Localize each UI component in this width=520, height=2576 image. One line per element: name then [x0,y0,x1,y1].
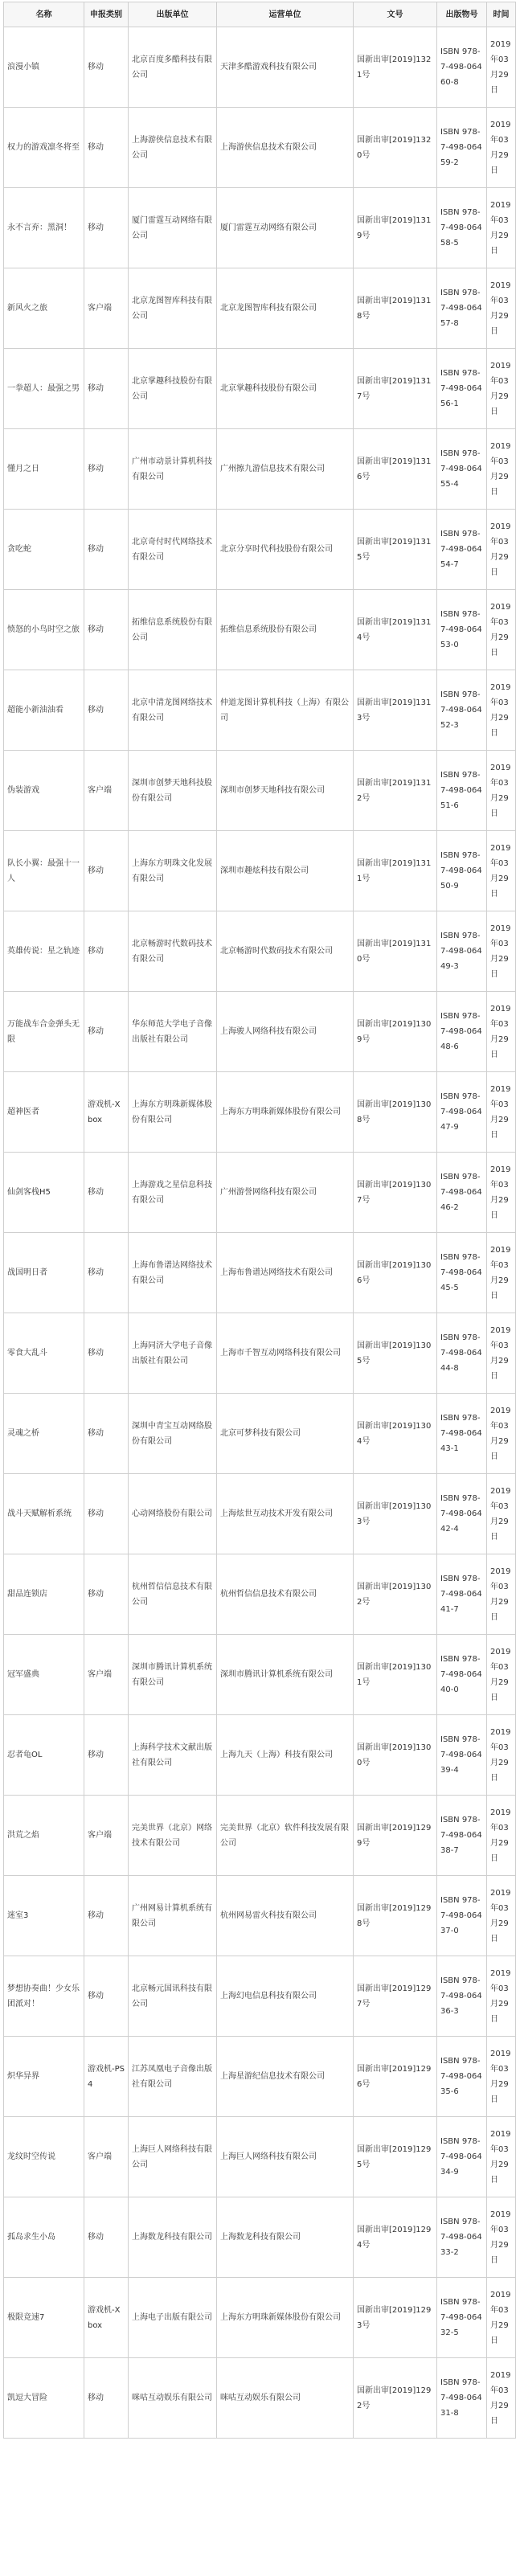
cell-publisher: 拓维信息系统股份有限公司 [129,590,217,670]
table-row [4,670,516,751]
cell-game-name: 梦想协奏曲！少女乐团派对！ [4,1956,84,2037]
cell-date: 2019年03月29日 [487,1554,516,1635]
cell-publisher: 北京奇付时代网络技术有限公司 [129,510,217,590]
cell-game-name: 零食大乱斗 [4,1313,84,1394]
cell-isbn: ISBN 978-7-498-06457-8 [437,268,487,349]
cell-game-name: 英雄传说：星之轨迹 [4,911,84,992]
cell-doc-number: 国新出审[2019]1300号 [354,1715,437,1796]
cell-game-name: 伪装游戏 [4,751,84,831]
cell-game-name: 忍者龟OL [4,1715,84,1796]
cell-publisher: 北京掌趣科技股份有限公司 [129,349,217,429]
cell-isbn: ISBN 978-7-498-06439-4 [437,1715,487,1796]
cell-date: 2019年03月29日 [487,108,516,188]
header-date: 时间 [487,2,516,27]
cell-operator: 北京龙图智库科技有限公司 [217,268,354,349]
cell-category: 移动 [84,1554,129,1635]
cell-publisher: 北京畅游时代数码技术有限公司 [129,911,217,992]
cell-doc-number: 国新出审[2019]1320号 [354,108,437,188]
cell-game-name: 仙剑客栈H5 [4,1153,84,1233]
cell-game-name: 冠军盛典 [4,1635,84,1715]
cell-operator: 广州游誉网络科技有限公司 [217,1153,354,1233]
cell-category: 游戏机-Xbox [84,1072,129,1153]
cell-operator: 上海布鲁谱达网络技术有限公司 [217,1233,354,1313]
cell-operator: 完美世界（北京）软件科技发展有限公司 [217,1796,354,1876]
cell-isbn: ISBN 978-7-498-06450-9 [437,831,487,911]
cell-operator: 北京分享时代科技股份有限公司 [217,510,354,590]
cell-game-name: 战国明日者 [4,1233,84,1313]
table-row [4,2278,516,2358]
cell-doc-number: 国新出审[2019]1315号 [354,510,437,590]
cell-game-name: 孤岛求生小岛 [4,2197,84,2278]
cell-category: 移动 [84,1394,129,1474]
cell-isbn: ISBN 978-7-498-06441-7 [437,1554,487,1635]
table-row [4,2358,516,2439]
cell-isbn: ISBN 978-7-498-06431-8 [437,2358,487,2439]
cell-publisher: 上海东方明珠新媒体股份有限公司 [129,1072,217,1153]
cell-doc-number: 国新出审[2019]1304号 [354,1394,437,1474]
cell-category: 客户端 [84,1796,129,1876]
cell-date: 2019年03月29日 [487,1474,516,1554]
cell-isbn: ISBN 978-7-498-06442-4 [437,1474,487,1554]
cell-date: 2019年03月29日 [487,349,516,429]
cell-publisher: 广州市动景计算机科技有限公司 [129,429,217,510]
cell-isbn: ISBN 978-7-498-06443-1 [437,1394,487,1474]
cell-operator: 北京掌趣科技股份有限公司 [217,349,354,429]
cell-category: 移动 [84,1876,129,1956]
cell-category: 移动 [84,911,129,992]
cell-isbn: ISBN 978-7-498-06460-8 [437,27,487,108]
cell-isbn: ISBN 978-7-498-06459-2 [437,108,487,188]
cell-publisher: 上海布鲁谱达网络技术有限公司 [129,1233,217,1313]
cell-isbn: ISBN 978-7-498-06455-4 [437,429,487,510]
cell-game-name: 灵魂之桥 [4,1394,84,1474]
table-row [4,108,516,188]
header-isbn: 出版物号 [437,2,487,27]
cell-category: 移动 [84,349,129,429]
cell-date: 2019年03月29日 [487,2117,516,2197]
cell-doc-number: 国新出审[2019]1312号 [354,751,437,831]
cell-operator: 厦门雷霆互动网络有限公司 [217,188,354,268]
cell-publisher: 广州网易计算机系统有限公司 [129,1876,217,1956]
cell-date: 2019年03月29日 [487,1956,516,2037]
table-row [4,911,516,992]
cell-game-name: 甜品连锁店 [4,1554,84,1635]
cell-doc-number: 国新出审[2019]1303号 [354,1474,437,1554]
cell-isbn: ISBN 978-7-498-06446-2 [437,1153,487,1233]
cell-operator: 上海市千智互动网络科技有限公司 [217,1313,354,1394]
cell-date: 2019年03月29日 [487,188,516,268]
cell-date: 2019年03月29日 [487,590,516,670]
cell-publisher: 深圳市创梦天地科技股份有限公司 [129,751,217,831]
table-row [4,992,516,1072]
table-row [4,2197,516,2278]
cell-publisher: 上海数龙科技有限公司 [129,2197,217,2278]
cell-category: 移动 [84,1956,129,2037]
cell-doc-number: 国新出审[2019]1316号 [354,429,437,510]
cell-category: 移动 [84,992,129,1072]
cell-isbn: ISBN 978-7-498-06433-2 [437,2197,487,2278]
table-row [4,27,516,108]
cell-doc-number: 国新出审[2019]1318号 [354,268,437,349]
cell-isbn: ISBN 978-7-498-06437-0 [437,1876,487,1956]
cell-category: 客户端 [84,268,129,349]
cell-game-name: 队长小翼：最强十一人 [4,831,84,911]
cell-operator: 上海数龙科技有限公司 [217,2197,354,2278]
cell-date: 2019年03月29日 [487,1796,516,1876]
table-row [4,429,516,510]
cell-date: 2019年03月29日 [487,27,516,108]
cell-date: 2019年03月29日 [487,911,516,992]
cell-operator: 上海骏人网络科技有限公司 [217,992,354,1072]
cell-doc-number: 国新出审[2019]1321号 [354,27,437,108]
cell-doc-number: 国新出审[2019]1295号 [354,2117,437,2197]
approval-table [3,2,516,2439]
cell-doc-number: 国新出审[2019]1298号 [354,1876,437,1956]
cell-date: 2019年03月29日 [487,1635,516,1715]
cell-isbn: ISBN 978-7-498-06444-8 [437,1313,487,1394]
cell-isbn: ISBN 978-7-498-06438-7 [437,1796,487,1876]
cell-isbn: ISBN 978-7-498-06456-1 [437,349,487,429]
cell-isbn: ISBN 978-7-498-06440-0 [437,1635,487,1715]
table-row [4,510,516,590]
cell-isbn: ISBN 978-7-498-06435-6 [437,2037,487,2117]
cell-doc-number: 国新出审[2019]1313号 [354,670,437,751]
cell-date: 2019年03月29日 [487,1394,516,1474]
cell-date: 2019年03月29日 [487,751,516,831]
cell-publisher: 上海同济大学电子音像出版社有限公司 [129,1313,217,1394]
cell-doc-number: 国新出审[2019]1297号 [354,1956,437,2037]
cell-operator: 上海东方明珠新媒体股份有限公司 [217,2278,354,2358]
cell-operator: 上海星游纪信息技术有限公司 [217,2037,354,2117]
cell-category: 移动 [84,831,129,911]
cell-operator: 北京畅游时代数码技术有限公司 [217,911,354,992]
table-row [4,1876,516,1956]
cell-publisher: 江苏凤凰电子音像出版社有限公司 [129,2037,217,2117]
cell-game-name: 炽华异界 [4,2037,84,2117]
cell-doc-number: 国新出审[2019]1293号 [354,2278,437,2358]
cell-operator: 深圳市创梦天地科技有限公司 [217,751,354,831]
cell-doc-number: 国新出审[2019]1301号 [354,1635,437,1715]
table-row [4,1635,516,1715]
cell-operator: 广州擦九游信息技术有限公司 [217,429,354,510]
cell-operator: 拓维信息系统股份有限公司 [217,590,354,670]
cell-game-name: 凯逗大冒险 [4,2358,84,2439]
table-row [4,590,516,670]
cell-category: 移动 [84,1474,129,1554]
cell-operator: 杭州哲信信息技术有限公司 [217,1554,354,1635]
header-type: 申报类别 [84,2,129,27]
cell-isbn: ISBN 978-7-498-06436-3 [437,1956,487,2037]
cell-publisher: 完美世界（北京）网络技术有限公司 [129,1796,217,1876]
cell-game-name: 龙纹时空传说 [4,2117,84,2197]
cell-isbn: ISBN 978-7-498-06458-5 [437,188,487,268]
cell-category: 移动 [84,590,129,670]
table-row [4,1715,516,1796]
table-row [4,2117,516,2197]
header-name: 名称 [4,2,84,27]
cell-publisher: 厦门雷霆互动网络有限公司 [129,188,217,268]
cell-doc-number: 国新出审[2019]1311号 [354,831,437,911]
cell-date: 2019年03月29日 [487,1153,516,1233]
cell-game-name: 永不言弃：黑洞！ [4,188,84,268]
cell-publisher: 心动网络股份有限公司 [129,1474,217,1554]
cell-publisher: 深圳中青宝互动网络股份有限公司 [129,1394,217,1474]
cell-game-name: 权力的游戏凛冬将至 [4,108,84,188]
cell-category: 移动 [84,108,129,188]
cell-category: 移动 [84,1313,129,1394]
cell-date: 2019年03月29日 [487,992,516,1072]
cell-category: 移动 [84,2358,129,2439]
header-doc-number: 文号 [354,2,437,27]
cell-doc-number: 国新出审[2019]1302号 [354,1554,437,1635]
cell-game-name: 超能小新油油看 [4,670,84,751]
cell-isbn: ISBN 978-7-498-06447-9 [437,1072,487,1153]
header-operator: 运营单位 [217,2,354,27]
cell-publisher: 北京中清龙图网络技术有限公司 [129,670,217,751]
table-row [4,1233,516,1313]
cell-category: 移动 [84,2197,129,2278]
cell-isbn: ISBN 978-7-498-06432-5 [437,2278,487,2358]
cell-publisher: 上海巨人网络科技有限公司 [129,2117,217,2197]
cell-operator: 上海九天（上海）科技有限公司 [217,1715,354,1796]
cell-category: 移动 [84,510,129,590]
cell-operator: 上海游侠信息技术有限公司 [217,108,354,188]
cell-isbn: ISBN 978-7-498-06434-9 [437,2117,487,2197]
cell-category: 客户端 [84,751,129,831]
cell-date: 2019年03月29日 [487,1313,516,1394]
cell-publisher: 上海东方明珠文化发展有限公司 [129,831,217,911]
table-row [4,1394,516,1474]
cell-doc-number: 国新出审[2019]1319号 [354,188,437,268]
cell-doc-number: 国新出审[2019]1309号 [354,992,437,1072]
table-row [4,2037,516,2117]
cell-operator: 深圳市趣炫科技有限公司 [217,831,354,911]
cell-date: 2019年03月29日 [487,831,516,911]
cell-game-name: 战斗天赋解析系统 [4,1474,84,1554]
cell-operator: 天津多酷游戏科技有限公司 [217,27,354,108]
table-row [4,1153,516,1233]
cell-game-name: 贪吃蛇 [4,510,84,590]
cell-operator: 上海东方明珠新媒体股份有限公司 [217,1072,354,1153]
cell-operator: 杭州网易雷火科技有限公司 [217,1876,354,1956]
table-row [4,831,516,911]
cell-isbn: ISBN 978-7-498-06449-3 [437,911,487,992]
cell-publisher: 上海游戏之星信息科技有限公司 [129,1153,217,1233]
cell-publisher: 深圳市腾讯计算机系统有限公司 [129,1635,217,1715]
cell-category: 移动 [84,27,129,108]
cell-publisher: 华东师范大学电子音像出版社有限公司 [129,992,217,1072]
cell-publisher: 上海科学技术文献出版社有限公司 [129,1715,217,1796]
cell-operator: 仲道龙图计算机科技（上海）有限公司 [217,670,354,751]
header-publisher: 出版单位 [129,2,217,27]
cell-doc-number: 国新出审[2019]1317号 [354,349,437,429]
cell-category: 移动 [84,1233,129,1313]
cell-isbn: ISBN 978-7-498-06448-6 [437,992,487,1072]
cell-publisher: 北京龙图智库科技有限公司 [129,268,217,349]
cell-doc-number: 国新出审[2019]1307号 [354,1153,437,1233]
table-row [4,1956,516,2037]
cell-isbn: ISBN 978-7-498-06445-5 [437,1233,487,1313]
cell-operator: 上海巨人网络科技有限公司 [217,2117,354,2197]
cell-game-name: 洪荒之焰 [4,1796,84,1876]
cell-date: 2019年03月29日 [487,1072,516,1153]
cell-game-name: 愤怒的小鸟时空之旅 [4,590,84,670]
cell-doc-number: 国新出审[2019]1310号 [354,911,437,992]
table-row [4,349,516,429]
cell-date: 2019年03月29日 [487,670,516,751]
table-row [4,188,516,268]
cell-date: 2019年03月29日 [487,2358,516,2439]
cell-date: 2019年03月29日 [487,1876,516,1956]
cell-game-name: 极限竞速7 [4,2278,84,2358]
cell-category: 游戏机-Xbox [84,2278,129,2358]
cell-operator: 上海炫世互动技术开发有限公司 [217,1474,354,1554]
cell-game-name: 一拳超人：最强之男 [4,349,84,429]
cell-date: 2019年03月29日 [487,429,516,510]
cell-date: 2019年03月29日 [487,2278,516,2358]
cell-doc-number: 国新出审[2019]1292号 [354,2358,437,2439]
cell-publisher: 上海游侠信息技术有限公司 [129,108,217,188]
cell-category: 游戏机-PS4 [84,2037,129,2117]
cell-game-name: 浪漫小镇 [4,27,84,108]
cell-doc-number: 国新出审[2019]1306号 [354,1233,437,1313]
cell-operator: 北京可梦科技有限公司 [217,1394,354,1474]
table-row [4,1796,516,1876]
cell-operator: 深圳市腾讯计算机系统有限公司 [217,1635,354,1715]
cell-date: 2019年03月29日 [487,2037,516,2117]
table-row [4,1072,516,1153]
cell-date: 2019年03月29日 [487,268,516,349]
cell-date: 2019年03月29日 [487,510,516,590]
table-header-row [4,2,516,27]
cell-category: 移动 [84,670,129,751]
cell-category: 移动 [84,1715,129,1796]
cell-publisher: 咪咕互动娱乐有限公司 [129,2358,217,2439]
cell-publisher: 北京百度多酷科技有限公司 [129,27,217,108]
cell-category: 移动 [84,188,129,268]
cell-game-name: 新风火之旅 [4,268,84,349]
cell-category: 移动 [84,429,129,510]
cell-isbn: ISBN 978-7-498-06452-3 [437,670,487,751]
table-row [4,1554,516,1635]
table-row [4,1474,516,1554]
cell-publisher: 上海电子出版有限公司 [129,2278,217,2358]
cell-isbn: ISBN 978-7-498-06454-7 [437,510,487,590]
cell-game-name: 迷室3 [4,1876,84,1956]
cell-category: 移动 [84,1153,129,1233]
cell-doc-number: 国新出审[2019]1305号 [354,1313,437,1394]
cell-doc-number: 国新出审[2019]1294号 [354,2197,437,2278]
cell-doc-number: 国新出审[2019]1308号 [354,1072,437,1153]
cell-game-name: 万能战车合金弹头无限 [4,992,84,1072]
cell-doc-number: 国新出审[2019]1299号 [354,1796,437,1876]
cell-doc-number: 国新出审[2019]1314号 [354,590,437,670]
cell-operator: 上海幻电信息科技有限公司 [217,1956,354,2037]
table-row [4,751,516,831]
cell-game-name: 超神医者 [4,1072,84,1153]
table-row [4,1313,516,1394]
cell-date: 2019年03月29日 [487,1233,516,1313]
cell-publisher: 北京畅元国讯科技有限公司 [129,1956,217,2037]
cell-doc-number: 国新出审[2019]1296号 [354,2037,437,2117]
cell-publisher: 杭州哲信信息技术有限公司 [129,1554,217,1635]
cell-category: 客户端 [84,1635,129,1715]
cell-isbn: ISBN 978-7-498-06453-0 [437,590,487,670]
cell-game-name: 懂月之日 [4,429,84,510]
cell-isbn: ISBN 978-7-498-06451-6 [437,751,487,831]
cell-date: 2019年03月29日 [487,1715,516,1796]
table-row [4,268,516,349]
cell-date: 2019年03月29日 [487,2197,516,2278]
cell-operator: 咪咕互动娱乐有限公司 [217,2358,354,2439]
cell-category: 客户端 [84,2117,129,2197]
